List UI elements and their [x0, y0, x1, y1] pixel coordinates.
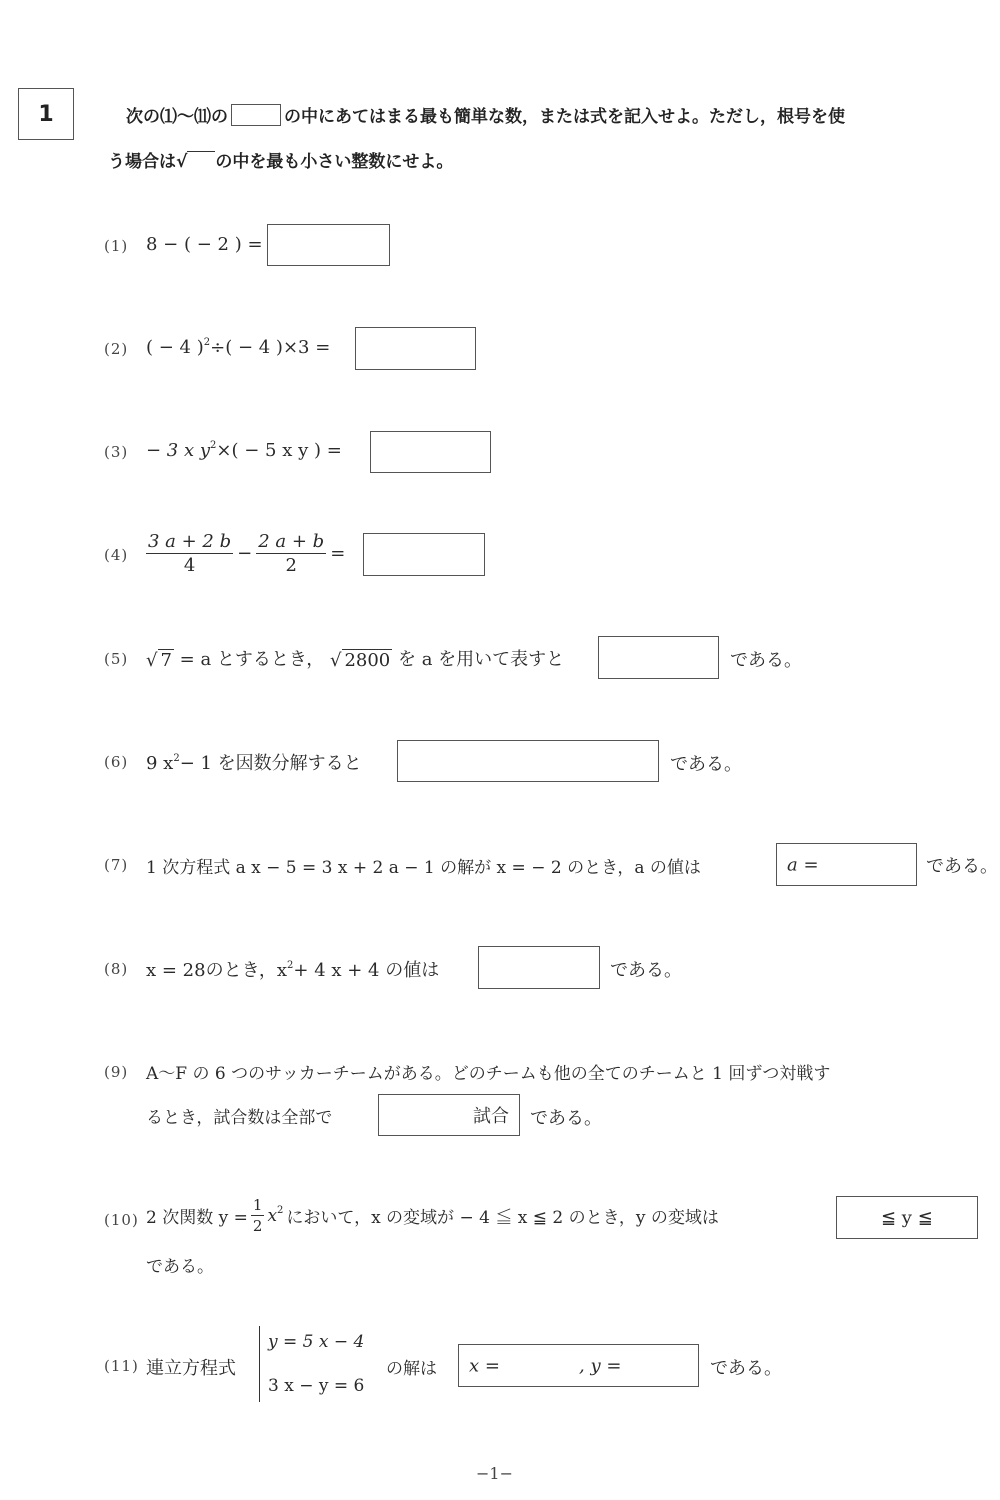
box-prefix: a =	[787, 854, 819, 875]
denominator: 4	[183, 555, 196, 576]
radical: √ 2800	[329, 650, 391, 671]
question-expression	[146, 1196, 719, 1235]
tail-text: である。	[926, 856, 998, 877]
radicand: 2800	[344, 650, 391, 671]
answer-box-10[interactable]	[836, 1196, 978, 1239]
expr-part: 2 次関数 y =	[146, 1208, 248, 1228]
exponent: 2	[287, 960, 294, 971]
radicand: 7	[160, 650, 172, 671]
denominator: 2	[252, 1217, 263, 1235]
question-expression	[146, 531, 345, 576]
question-label: (11)	[104, 1357, 139, 1375]
question-label: (3)	[104, 443, 129, 461]
expr-part: + 4 x + 4 の値は	[293, 960, 440, 981]
exponent: 2	[210, 440, 217, 451]
numerator: 1	[252, 1196, 263, 1214]
expr-part: ÷( − 4 )×3 =	[210, 337, 331, 358]
instruction-line-1	[126, 102, 845, 127]
question-label: (9)	[104, 1063, 129, 1081]
page-number: −1−	[476, 1464, 513, 1483]
numerator: 3 a + 2 b	[148, 531, 232, 552]
answer-box-8[interactable]	[478, 946, 600, 989]
question-label: (4)	[104, 546, 129, 564]
question-line-2: である。	[146, 1257, 214, 1277]
instruction-line-2	[108, 147, 453, 172]
answer-box-2[interactable]	[355, 327, 476, 370]
expr-part: − 3 x y	[146, 440, 211, 461]
question-label: (10)	[104, 1211, 139, 1229]
operator: −	[237, 543, 253, 564]
answer-box-11[interactable]	[458, 1344, 699, 1387]
question-label: (5)	[104, 650, 129, 668]
expr-part: = a とするとき，	[179, 649, 325, 670]
answer-box-1[interactable]	[267, 224, 390, 266]
question-expression: 8 − ( − 2 ) =	[146, 234, 263, 255]
expr-part: の解は	[386, 1359, 437, 1379]
fraction	[146, 531, 233, 576]
instruction-text: 次の⑴〜⑾の	[126, 107, 228, 127]
tail-text: である。	[610, 960, 682, 981]
expr-part: を a を用いて表すと	[397, 649, 565, 670]
answer-box-9[interactable]	[378, 1094, 520, 1136]
question-expression	[146, 645, 564, 671]
box-text: ≦ y ≦	[881, 1207, 933, 1228]
question-label: (1)	[104, 237, 129, 255]
expr-part: − 1 を因数分解すると	[179, 753, 362, 774]
variable: x	[267, 1206, 278, 1226]
box-suffix: 試合	[473, 1106, 509, 1127]
blank-box-icon	[231, 104, 281, 126]
question-expression	[146, 956, 439, 982]
tail-text: である。	[530, 1108, 602, 1129]
question-label: (8)	[104, 960, 129, 978]
question-line-2: るとき，試合数は全部で	[146, 1108, 333, 1128]
tail-text: である。	[710, 1358, 782, 1379]
exponent: 2	[277, 1205, 284, 1216]
question-line-1: A〜F の 6 つのサッカーチームがある。どのチームも他の全てのチームと 1 回ずつ対戦す	[146, 1064, 831, 1084]
expr-part: 9 x	[146, 753, 174, 774]
question-expression	[146, 749, 362, 775]
tail-text: である。	[730, 650, 802, 671]
radical-icon	[187, 151, 215, 166]
problem-number: 1	[18, 88, 74, 140]
equation-1: y = 5 x − 4	[268, 1332, 365, 1352]
answer-box-6[interactable]	[397, 740, 659, 782]
instruction-text: の中にあてはまる最も簡単な数，または式を記入せよ。ただし，根号を使	[284, 107, 845, 127]
question-expression: 1 次方程式 a x − 5 = 3 x + 2 a − 1 の解が x = − 2 のとき，a の値は	[146, 858, 701, 878]
expr-part	[267, 1205, 283, 1226]
question-label: (7)	[104, 856, 129, 874]
instruction-text: う場合は√	[108, 152, 188, 172]
equation-2: 3 x − y = 6	[268, 1376, 365, 1396]
question-expression: 連立方程式	[146, 1358, 236, 1379]
radical: √ 7	[146, 650, 172, 671]
answer-box-4[interactable]	[363, 533, 485, 576]
expr-part: において，x の変域が − 4 ≦ x ≦ 2 のとき，y の変域は	[286, 1208, 719, 1228]
question-label: (2)	[104, 340, 129, 358]
fraction	[256, 531, 326, 576]
question-label: (6)	[104, 753, 129, 771]
answer-box-3[interactable]	[370, 431, 491, 473]
box-x-label: x =	[469, 1355, 500, 1376]
question-expression	[146, 440, 342, 461]
exponent: 2	[173, 753, 180, 764]
denominator: 2	[285, 555, 297, 576]
numerator: 2 a + b	[258, 531, 325, 552]
operator: =	[330, 543, 346, 564]
fraction	[251, 1196, 265, 1235]
answer-box-7[interactable]	[776, 843, 917, 886]
brace-icon	[259, 1326, 260, 1402]
expr-part: ( − 4 )	[146, 337, 204, 358]
tail-text: である。	[670, 754, 742, 775]
answer-box-5[interactable]	[598, 636, 719, 679]
question-expression	[146, 337, 330, 358]
expr-part: ×( − 5 x y ) =	[216, 440, 342, 461]
box-y-label: , y =	[579, 1355, 622, 1376]
exponent: 2	[203, 337, 211, 348]
expr-part: x = 28のとき，x	[146, 960, 288, 981]
instruction-text: の中を最も小さい整数にせよ。	[215, 152, 454, 172]
